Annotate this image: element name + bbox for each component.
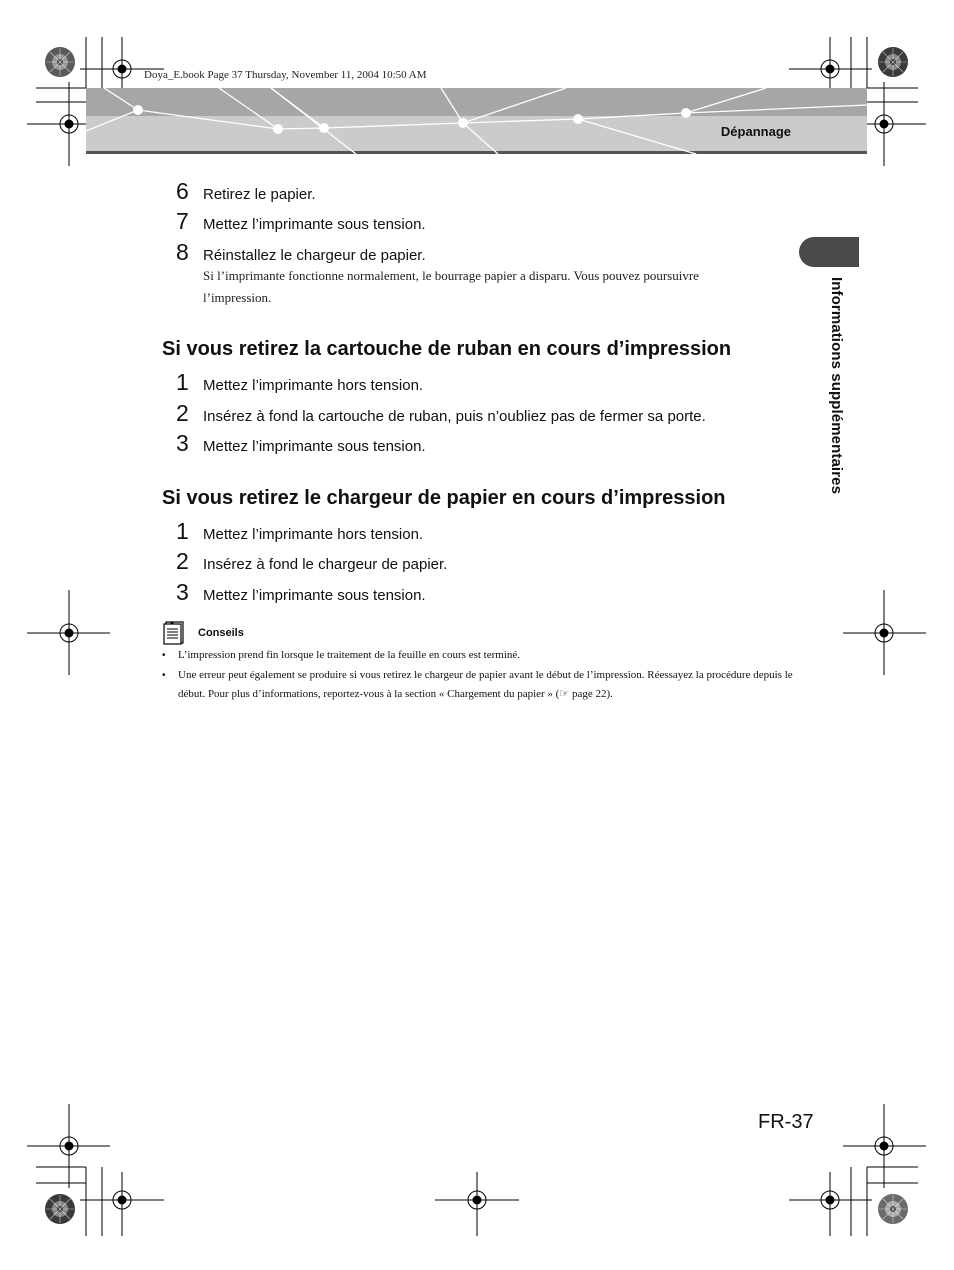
- step-number: 7: [176, 208, 189, 234]
- step-number: 1: [176, 369, 189, 395]
- step-item: [176, 550, 447, 574]
- section-heading: Si vous retirez le chargeur de papier en cours d’impression: [162, 487, 726, 509]
- step-item: [176, 581, 426, 605]
- header-band: [86, 88, 867, 154]
- step-number: 8: [176, 239, 189, 265]
- bullet-marker: •: [162, 670, 166, 681]
- tip-item: L’impression prend fin lorsque le traitement de la feuille en cours est terminé.: [178, 649, 521, 661]
- step-text: Insérez à fond le chargeur de papier.: [203, 556, 448, 573]
- section-heading: Si vous retirez la cartouche de ruban en cours d’impression: [162, 338, 732, 360]
- step-item: [176, 210, 426, 234]
- step-number: 2: [176, 548, 189, 574]
- side-chapter-tab: [799, 237, 859, 267]
- step-number: 3: [176, 430, 189, 456]
- page-number: FR-37: [758, 1111, 814, 1133]
- step-item: [176, 241, 426, 265]
- step-item: [176, 402, 706, 426]
- step-item: [176, 432, 426, 456]
- step-number: 2: [176, 400, 189, 426]
- step-text: Mettez l’imprimante sous tension.: [203, 216, 426, 233]
- notepad-icon: [162, 620, 187, 645]
- step-text: Mettez l’imprimante hors tension.: [203, 526, 424, 543]
- step-text: Mettez l’imprimante hors tension.: [203, 377, 424, 394]
- step-item: [176, 180, 316, 204]
- step-text: Mettez l’imprimante sous tension.: [203, 587, 426, 604]
- tips-title: Conseils: [198, 627, 244, 639]
- bullet-marker: •: [162, 650, 166, 661]
- step-text: Retirez le papier.: [203, 186, 316, 203]
- tip-item: Une erreur peut également se produire si vous retirez le chargeur de papier avant le début de l’impression. Réessayez la procédure depuis le début. Pour plus d’informations, reportez-vous à la section « Chargement du papier » (☞ page 22).: [178, 669, 793, 700]
- step-item: [176, 520, 423, 544]
- section-header-label: Dépannage: [720, 124, 791, 139]
- step-note: Si l’imprimante fonctionne normalement, le bourrage papier a disparu. Vous pouvez poursuivre l’impression.: [203, 268, 699, 305]
- step-item: [176, 371, 423, 395]
- print-job-info: Doya_E.book Page 37 Thursday, November 11, 2004 10:50 AM: [144, 69, 427, 81]
- side-chapter-label: Informations supplémentaires: [828, 277, 845, 495]
- step-text: Réinstallez le chargeur de papier.: [203, 247, 426, 264]
- step-number: 6: [176, 178, 189, 204]
- step-text: Mettez l’imprimante sous tension.: [203, 438, 426, 455]
- step-number: 3: [176, 579, 189, 605]
- step-text: Insérez à fond la cartouche de ruban, puis n’oubliez pas de fermer sa porte.: [203, 408, 706, 425]
- step-number: 1: [176, 518, 189, 544]
